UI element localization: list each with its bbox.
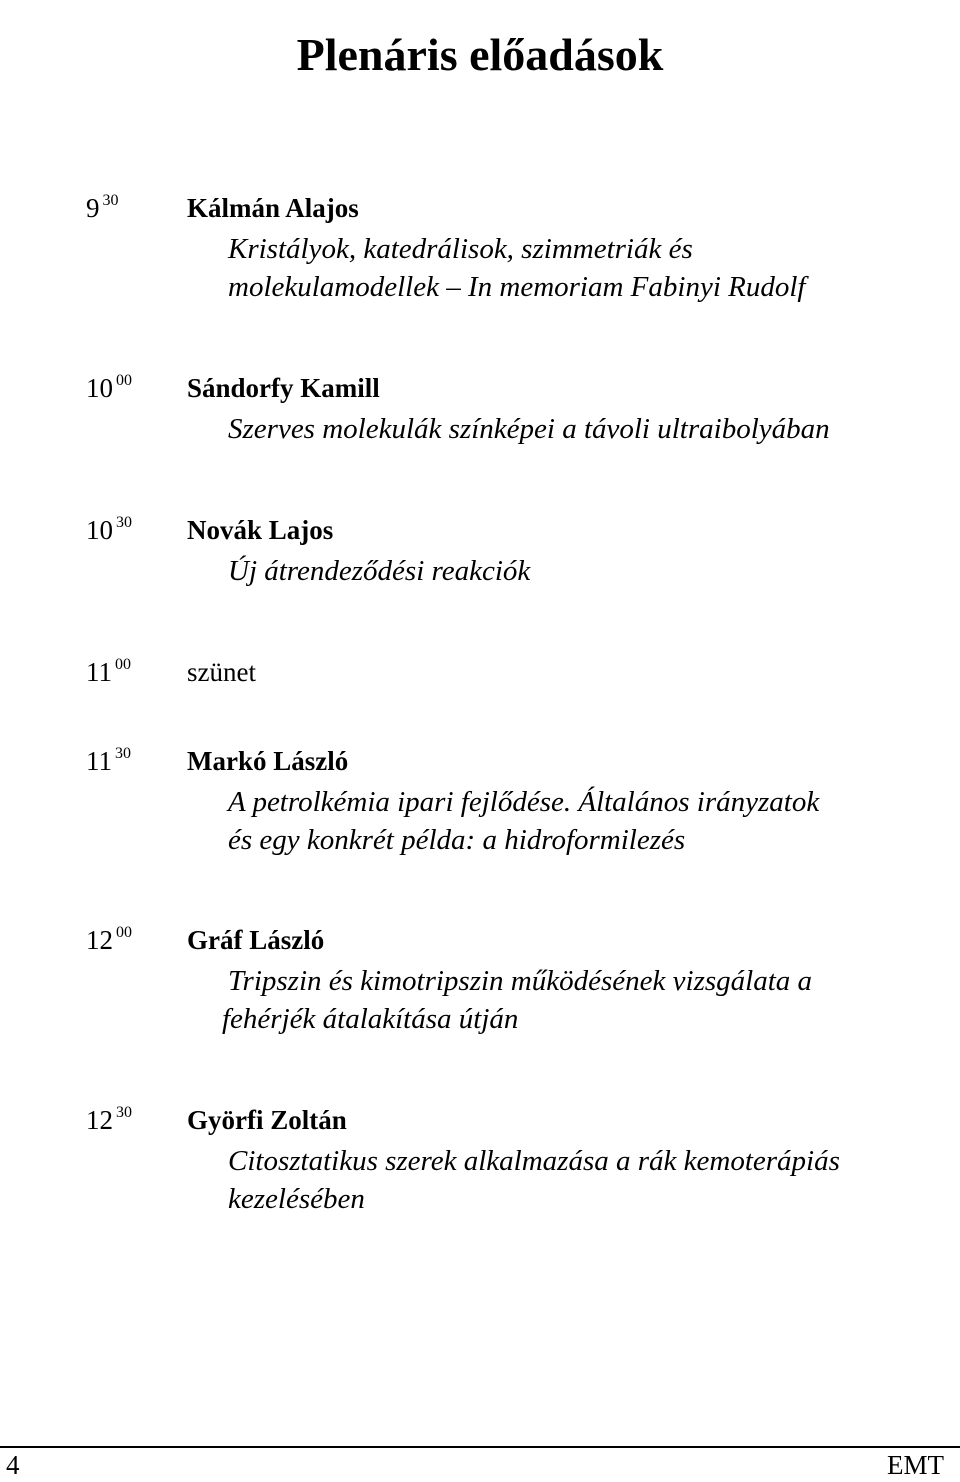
time-minute: 30: [115, 745, 131, 762]
time-hour: 11: [86, 657, 112, 687]
talk-title: [228, 552, 530, 590]
time-minute: 00: [115, 656, 131, 673]
talk-title-line: Citosztatikus szerek alkalmazása a rák kemoterápiás: [228, 1145, 840, 1177]
time-hour: 9: [86, 193, 100, 223]
time-hour: 12: [86, 1105, 113, 1135]
time-hour: 12: [86, 925, 113, 955]
page-number: 4: [6, 1450, 20, 1480]
talk-title-line: A petrolkémia ipari fejlődése. Általános irányzatok: [228, 786, 820, 818]
time-hour: 10: [86, 373, 113, 403]
talk-title-line: Tripszin és kimotripszin működésének vizsgálata a: [228, 965, 813, 997]
speaker-name: Kálmán Alajos: [187, 193, 359, 223]
time-minute: 30: [116, 514, 132, 531]
time-minute: 00: [116, 924, 132, 941]
talk-title-line: Szerves molekulák színképei a távoli ultraibolyában: [228, 413, 830, 445]
talk-title-line: Új átrendeződési reakciók: [228, 555, 531, 587]
page-title: Plenáris előadások: [296, 29, 664, 80]
talk-title-line: Kristályok, katedrálisok, szimmetriák és: [228, 233, 693, 265]
talk-title: [228, 1142, 840, 1218]
talk-title: [228, 783, 819, 859]
talk-title-line: fehérjék átalakítása útján: [222, 1003, 519, 1035]
footer-publisher: EMT: [887, 1450, 944, 1480]
speaker-name: Györfi Zoltán: [187, 1105, 347, 1135]
footer-divider: [0, 1446, 960, 1448]
time-slot: [86, 370, 132, 411]
time-hour: 10: [86, 515, 113, 545]
speaker-name: Novák Lajos: [187, 515, 334, 545]
time-minute: 30: [116, 1104, 132, 1121]
time-minute: 30: [102, 192, 119, 209]
talk-title-line: molekulamodellek – In memoriam Fabinyi Rudolf: [228, 271, 806, 303]
break-label: szünet: [187, 657, 256, 687]
time-hour: 11: [86, 746, 112, 776]
talk-title-line: és egy konkrét példa: a hidroformilezés: [228, 824, 686, 856]
time-slot: [86, 190, 119, 231]
talk-title: [228, 410, 830, 448]
speaker-name: Gráf László: [187, 925, 325, 955]
speaker-name: Sándorfy Kamill: [187, 373, 380, 403]
time-slot: [86, 1102, 132, 1143]
time-slot: [86, 743, 131, 784]
time-slot: [86, 512, 132, 553]
talk-title: [228, 230, 805, 306]
speaker-name: Markó László: [187, 746, 349, 776]
time-slot: [86, 922, 132, 963]
time-minute: 00: [116, 372, 132, 389]
time-slot: [86, 654, 131, 695]
talk-title-line: kezelésében: [228, 1183, 365, 1215]
talk-title: [222, 962, 812, 1038]
